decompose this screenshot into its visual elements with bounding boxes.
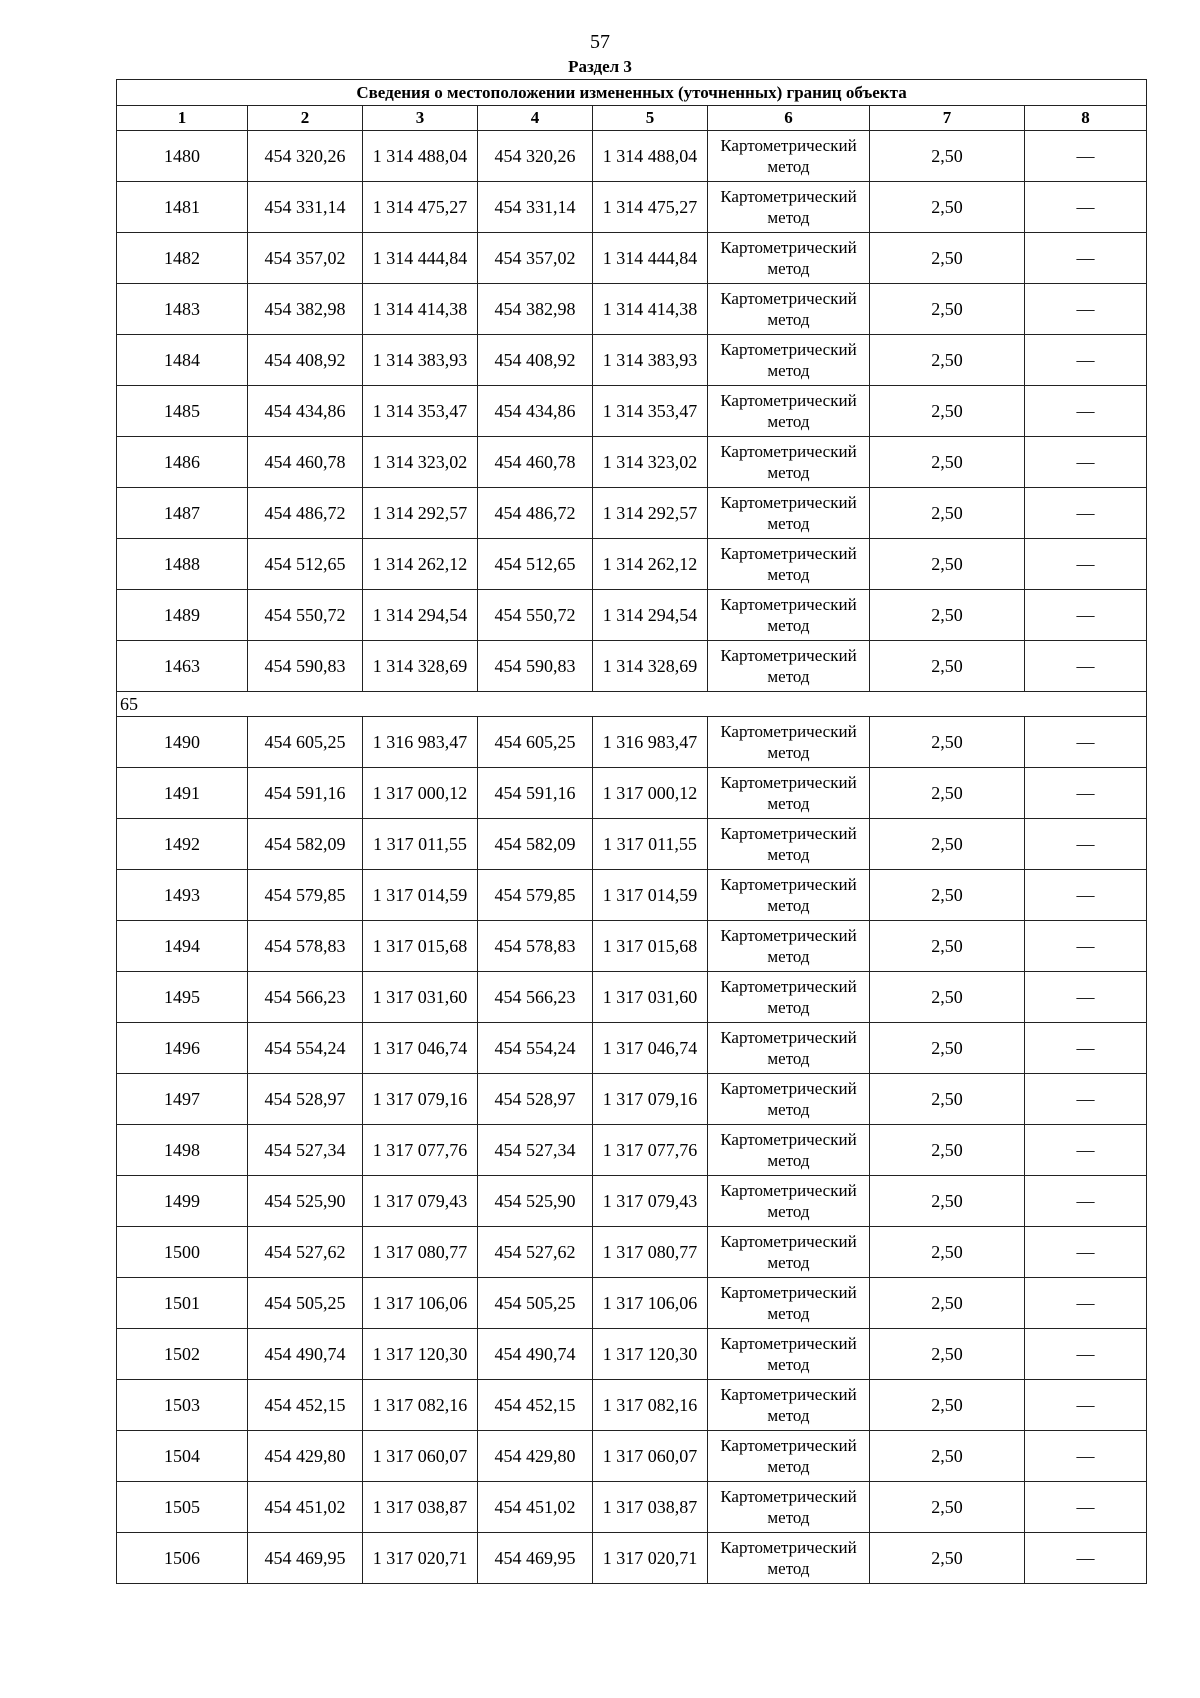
table-row <box>117 768 1147 819</box>
cell-accuracy: 2,50 <box>870 1125 1025 1176</box>
cell-y-new: 1 317 106,06 <box>593 1278 708 1329</box>
cell-x-new: 454 582,09 <box>478 819 593 870</box>
cell-y-new: 1 314 262,12 <box>593 539 708 590</box>
cell-x-existing: 454 512,65 <box>248 539 363 590</box>
cell-y-existing: 1 317 000,12 <box>363 768 478 819</box>
cell-x-new: 454 382,98 <box>478 284 593 335</box>
cell-x-existing: 454 528,97 <box>248 1074 363 1125</box>
cell-x-new: 454 486,72 <box>478 488 593 539</box>
table-row <box>117 1074 1147 1125</box>
cell-x-new: 454 320,26 <box>478 131 593 182</box>
cell-accuracy: 2,50 <box>870 233 1025 284</box>
cell-method: Картометрический метод <box>708 335 870 386</box>
cell-x-existing: 454 434,86 <box>248 386 363 437</box>
cell-note: — <box>1025 1329 1147 1380</box>
cell-x-new: 454 590,83 <box>478 641 593 692</box>
cell-accuracy: 2,50 <box>870 1431 1025 1482</box>
cell-note: — <box>1025 131 1147 182</box>
cell-point-number: 1503 <box>117 1380 248 1431</box>
cell-point-number: 1463 <box>117 641 248 692</box>
cell-accuracy: 2,50 <box>870 1380 1025 1431</box>
cell-x-new: 454 357,02 <box>478 233 593 284</box>
cell-note: — <box>1025 1482 1147 1533</box>
cell-x-existing: 454 486,72 <box>248 488 363 539</box>
cell-x-new: 454 579,85 <box>478 870 593 921</box>
cell-point-number: 1498 <box>117 1125 248 1176</box>
table-row <box>117 488 1147 539</box>
cell-y-existing: 1 317 060,07 <box>363 1431 478 1482</box>
cell-y-existing: 1 317 014,59 <box>363 870 478 921</box>
cell-method: Картометрический метод <box>708 1176 870 1227</box>
cell-method: Картометрический метод <box>708 921 870 972</box>
cell-x-existing: 454 566,23 <box>248 972 363 1023</box>
cell-accuracy: 2,50 <box>870 1176 1025 1227</box>
column-number-row <box>117 106 1147 131</box>
table-row <box>117 1125 1147 1176</box>
cell-x-new: 454 490,74 <box>478 1329 593 1380</box>
cell-x-existing: 454 578,83 <box>248 921 363 972</box>
page-number: 57 <box>590 31 610 53</box>
cell-point-number: 1495 <box>117 972 248 1023</box>
table-row <box>117 1278 1147 1329</box>
cell-y-existing: 1 314 323,02 <box>363 437 478 488</box>
cell-method: Картометрический метод <box>708 1023 870 1074</box>
cell-x-existing: 454 429,80 <box>248 1431 363 1482</box>
cell-y-existing: 1 317 046,74 <box>363 1023 478 1074</box>
cell-y-new: 1 317 082,16 <box>593 1380 708 1431</box>
cell-accuracy: 2,50 <box>870 131 1025 182</box>
table-row <box>117 1176 1147 1227</box>
cell-y-new: 1 314 444,84 <box>593 233 708 284</box>
cell-x-new: 454 408,92 <box>478 335 593 386</box>
cell-note: — <box>1025 1074 1147 1125</box>
column-number-3: 3 <box>363 106 478 131</box>
cell-method: Картометрический метод <box>708 1380 870 1431</box>
cell-y-existing: 1 316 983,47 <box>363 717 478 768</box>
cell-y-existing: 1 317 106,06 <box>363 1278 478 1329</box>
cell-x-existing: 454 554,24 <box>248 1023 363 1074</box>
cell-y-existing: 1 317 038,87 <box>363 1482 478 1533</box>
table-row <box>117 641 1147 692</box>
cell-accuracy: 2,50 <box>870 1074 1025 1125</box>
cell-x-existing: 454 331,14 <box>248 182 363 233</box>
table-row <box>117 1380 1147 1431</box>
cell-accuracy: 2,50 <box>870 437 1025 488</box>
cell-accuracy: 2,50 <box>870 819 1025 870</box>
cell-x-existing: 454 452,15 <box>248 1380 363 1431</box>
cell-y-new: 1 314 328,69 <box>593 641 708 692</box>
column-number-6: 6 <box>708 106 870 131</box>
cell-y-new: 1 314 488,04 <box>593 131 708 182</box>
table-row <box>117 1533 1147 1584</box>
cell-note: — <box>1025 768 1147 819</box>
cell-method: Картометрический метод <box>708 590 870 641</box>
cell-point-number: 1490 <box>117 717 248 768</box>
cell-note: — <box>1025 386 1147 437</box>
cell-x-existing: 454 451,02 <box>248 1482 363 1533</box>
cell-x-existing: 454 357,02 <box>248 233 363 284</box>
cell-method: Картометрический метод <box>708 819 870 870</box>
cell-method: Картометрический метод <box>708 1074 870 1125</box>
cell-x-existing: 454 469,95 <box>248 1533 363 1584</box>
table-row <box>117 1431 1147 1482</box>
cell-x-existing: 454 527,62 <box>248 1227 363 1278</box>
cell-point-number: 1483 <box>117 284 248 335</box>
cell-y-new: 1 314 323,02 <box>593 437 708 488</box>
cell-accuracy: 2,50 <box>870 590 1025 641</box>
cell-point-number: 1494 <box>117 921 248 972</box>
cell-y-new: 1 317 038,87 <box>593 1482 708 1533</box>
cell-x-existing: 454 605,25 <box>248 717 363 768</box>
cell-note: — <box>1025 539 1147 590</box>
cell-note: — <box>1025 1380 1147 1431</box>
cell-y-new: 1 317 046,74 <box>593 1023 708 1074</box>
cell-point-number: 1484 <box>117 335 248 386</box>
cell-x-new: 454 578,83 <box>478 921 593 972</box>
cell-x-new: 454 505,25 <box>478 1278 593 1329</box>
table-row <box>117 717 1147 768</box>
cell-method: Картометрический метод <box>708 182 870 233</box>
cell-accuracy: 2,50 <box>870 921 1025 972</box>
cell-point-number: 1500 <box>117 1227 248 1278</box>
cell-y-new: 1 317 011,55 <box>593 819 708 870</box>
table-row <box>117 386 1147 437</box>
table-row <box>117 1482 1147 1533</box>
table-row <box>117 539 1147 590</box>
cell-x-existing: 454 525,90 <box>248 1176 363 1227</box>
cell-y-existing: 1 317 120,30 <box>363 1329 478 1380</box>
cell-x-existing: 454 408,92 <box>248 335 363 386</box>
cell-point-number: 1488 <box>117 539 248 590</box>
cell-y-existing: 1 317 077,76 <box>363 1125 478 1176</box>
cell-x-existing: 454 382,98 <box>248 284 363 335</box>
cell-y-new: 1 317 079,16 <box>593 1074 708 1125</box>
cell-method: Картометрический метод <box>708 488 870 539</box>
cell-method: Картометрический метод <box>708 131 870 182</box>
table-caption: Сведения о местоположении измененных (уточненных) границ объекта <box>117 80 1147 106</box>
cell-method: Картометрический метод <box>708 437 870 488</box>
boundary-coordinates-table <box>116 79 1147 1584</box>
table-row <box>117 131 1147 182</box>
cell-point-number: 1485 <box>117 386 248 437</box>
cell-y-existing: 1 317 031,60 <box>363 972 478 1023</box>
cell-point-number: 1486 <box>117 437 248 488</box>
cell-accuracy: 2,50 <box>870 386 1025 437</box>
cell-point-number: 1492 <box>117 819 248 870</box>
cell-x-new: 454 469,95 <box>478 1533 593 1584</box>
table-row <box>117 1227 1147 1278</box>
cell-x-new: 454 434,86 <box>478 386 593 437</box>
cell-note: — <box>1025 641 1147 692</box>
cell-note: — <box>1025 870 1147 921</box>
cell-accuracy: 2,50 <box>870 1023 1025 1074</box>
cell-y-new: 1 317 000,12 <box>593 768 708 819</box>
cell-accuracy: 2,50 <box>870 335 1025 386</box>
table-row <box>117 972 1147 1023</box>
cell-y-existing: 1 317 020,71 <box>363 1533 478 1584</box>
cell-accuracy: 2,50 <box>870 717 1025 768</box>
cell-y-new: 1 314 383,93 <box>593 335 708 386</box>
cell-x-new: 454 452,15 <box>478 1380 593 1431</box>
cell-y-existing: 1 317 079,43 <box>363 1176 478 1227</box>
group-row <box>117 692 1147 717</box>
section-title: Раздел 3 <box>568 57 632 76</box>
table-row <box>117 437 1147 488</box>
cell-note: — <box>1025 1125 1147 1176</box>
cell-point-number: 1506 <box>117 1533 248 1584</box>
cell-accuracy: 2,50 <box>870 1227 1025 1278</box>
cell-method: Картометрический метод <box>708 1329 870 1380</box>
column-number-7: 7 <box>870 106 1025 131</box>
cell-x-new: 454 451,02 <box>478 1482 593 1533</box>
cell-y-existing: 1 314 262,12 <box>363 539 478 590</box>
cell-x-existing: 454 505,25 <box>248 1278 363 1329</box>
cell-x-new: 454 331,14 <box>478 182 593 233</box>
cell-x-new: 454 460,78 <box>478 437 593 488</box>
cell-x-new: 454 525,90 <box>478 1176 593 1227</box>
cell-x-existing: 454 591,16 <box>248 768 363 819</box>
cell-accuracy: 2,50 <box>870 1278 1025 1329</box>
cell-y-new: 1 317 031,60 <box>593 972 708 1023</box>
cell-y-new: 1 314 292,57 <box>593 488 708 539</box>
cell-point-number: 1497 <box>117 1074 248 1125</box>
cell-method: Картометрический метод <box>708 1227 870 1278</box>
cell-x-new: 454 528,97 <box>478 1074 593 1125</box>
cell-note: — <box>1025 819 1147 870</box>
cell-y-new: 1 317 077,76 <box>593 1125 708 1176</box>
cell-note: — <box>1025 921 1147 972</box>
cell-y-existing: 1 314 444,84 <box>363 233 478 284</box>
cell-x-new: 454 527,62 <box>478 1227 593 1278</box>
cell-y-new: 1 314 414,38 <box>593 284 708 335</box>
cell-x-new: 454 554,24 <box>478 1023 593 1074</box>
cell-point-number: 1502 <box>117 1329 248 1380</box>
cell-x-existing: 454 590,83 <box>248 641 363 692</box>
cell-x-new: 454 591,16 <box>478 768 593 819</box>
cell-accuracy: 2,50 <box>870 539 1025 590</box>
cell-x-existing: 454 320,26 <box>248 131 363 182</box>
cell-x-new: 454 512,65 <box>478 539 593 590</box>
cell-y-existing: 1 314 488,04 <box>363 131 478 182</box>
cell-method: Картометрический метод <box>708 233 870 284</box>
cell-method: Картометрический метод <box>708 768 870 819</box>
cell-x-existing: 454 579,85 <box>248 870 363 921</box>
cell-accuracy: 2,50 <box>870 972 1025 1023</box>
cell-method: Картометрический метод <box>708 641 870 692</box>
cell-y-new: 1 317 015,68 <box>593 921 708 972</box>
cell-x-existing: 454 527,34 <box>248 1125 363 1176</box>
cell-y-new: 1 317 080,77 <box>593 1227 708 1278</box>
cell-y-existing: 1 314 475,27 <box>363 182 478 233</box>
cell-y-new: 1 317 020,71 <box>593 1533 708 1584</box>
table-row <box>117 284 1147 335</box>
cell-accuracy: 2,50 <box>870 284 1025 335</box>
cell-y-existing: 1 317 082,16 <box>363 1380 478 1431</box>
cell-accuracy: 2,50 <box>870 1533 1025 1584</box>
cell-accuracy: 2,50 <box>870 768 1025 819</box>
cell-y-new: 1 317 014,59 <box>593 870 708 921</box>
cell-note: — <box>1025 233 1147 284</box>
cell-y-existing: 1 317 080,77 <box>363 1227 478 1278</box>
column-number-2: 2 <box>248 106 363 131</box>
cell-y-new: 1 314 475,27 <box>593 182 708 233</box>
cell-method: Картометрический метод <box>708 1533 870 1584</box>
cell-note: — <box>1025 1278 1147 1329</box>
cell-point-number: 1487 <box>117 488 248 539</box>
cell-x-existing: 454 550,72 <box>248 590 363 641</box>
cell-y-new: 1 317 079,43 <box>593 1176 708 1227</box>
table-row <box>117 1023 1147 1074</box>
cell-y-new: 1 314 353,47 <box>593 386 708 437</box>
cell-method: Картометрический метод <box>708 717 870 768</box>
table-row <box>117 870 1147 921</box>
cell-method: Картометрический метод <box>708 1482 870 1533</box>
cell-x-new: 454 527,34 <box>478 1125 593 1176</box>
cell-point-number: 1491 <box>117 768 248 819</box>
cell-note: — <box>1025 182 1147 233</box>
cell-accuracy: 2,50 <box>870 870 1025 921</box>
cell-y-existing: 1 314 328,69 <box>363 641 478 692</box>
group-label: 65 <box>117 692 1147 717</box>
cell-accuracy: 2,50 <box>870 1482 1025 1533</box>
cell-note: — <box>1025 335 1147 386</box>
table-row <box>117 182 1147 233</box>
cell-y-existing: 1 314 383,93 <box>363 335 478 386</box>
cell-y-existing: 1 314 353,47 <box>363 386 478 437</box>
cell-method: Картометрический метод <box>708 1125 870 1176</box>
cell-note: — <box>1025 717 1147 768</box>
column-number-4: 4 <box>478 106 593 131</box>
cell-method: Картометрический метод <box>708 972 870 1023</box>
cell-point-number: 1481 <box>117 182 248 233</box>
cell-y-existing: 1 314 292,57 <box>363 488 478 539</box>
cell-point-number: 1493 <box>117 870 248 921</box>
table-body <box>117 80 1147 1584</box>
table-row <box>117 921 1147 972</box>
cell-accuracy: 2,50 <box>870 182 1025 233</box>
cell-x-existing: 454 490,74 <box>248 1329 363 1380</box>
cell-point-number: 1504 <box>117 1431 248 1482</box>
table-row <box>117 1329 1147 1380</box>
column-number-5: 5 <box>593 106 708 131</box>
cell-note: — <box>1025 284 1147 335</box>
cell-method: Картометрический метод <box>708 386 870 437</box>
cell-point-number: 1501 <box>117 1278 248 1329</box>
cell-method: Картометрический метод <box>708 870 870 921</box>
cell-note: — <box>1025 437 1147 488</box>
cell-point-number: 1489 <box>117 590 248 641</box>
cell-y-new: 1 317 120,30 <box>593 1329 708 1380</box>
cell-point-number: 1496 <box>117 1023 248 1074</box>
cell-x-existing: 454 582,09 <box>248 819 363 870</box>
cell-y-existing: 1 314 414,38 <box>363 284 478 335</box>
cell-y-new: 1 316 983,47 <box>593 717 708 768</box>
cell-x-new: 454 605,25 <box>478 717 593 768</box>
cell-x-new: 454 566,23 <box>478 972 593 1023</box>
cell-point-number: 1505 <box>117 1482 248 1533</box>
cell-method: Картометрический метод <box>708 1278 870 1329</box>
cell-note: — <box>1025 1023 1147 1074</box>
cell-point-number: 1480 <box>117 131 248 182</box>
cell-note: — <box>1025 488 1147 539</box>
cell-note: — <box>1025 1533 1147 1584</box>
cell-point-number: 1482 <box>117 233 248 284</box>
cell-method: Картометрический метод <box>708 1431 870 1482</box>
cell-y-existing: 1 317 079,16 <box>363 1074 478 1125</box>
cell-method: Картометрический метод <box>708 539 870 590</box>
cell-y-existing: 1 317 015,68 <box>363 921 478 972</box>
cell-note: — <box>1025 1431 1147 1482</box>
cell-y-new: 1 317 060,07 <box>593 1431 708 1482</box>
cell-x-new: 454 550,72 <box>478 590 593 641</box>
column-number-1: 1 <box>117 106 248 131</box>
table-row <box>117 335 1147 386</box>
cell-y-existing: 1 317 011,55 <box>363 819 478 870</box>
table-caption-row <box>117 80 1147 106</box>
table-row <box>117 819 1147 870</box>
cell-y-existing: 1 314 294,54 <box>363 590 478 641</box>
cell-accuracy: 2,50 <box>870 641 1025 692</box>
cell-note: — <box>1025 1176 1147 1227</box>
cell-accuracy: 2,50 <box>870 488 1025 539</box>
table-row <box>117 590 1147 641</box>
cell-y-new: 1 314 294,54 <box>593 590 708 641</box>
cell-x-new: 454 429,80 <box>478 1431 593 1482</box>
cell-note: — <box>1025 590 1147 641</box>
cell-note: — <box>1025 1227 1147 1278</box>
cell-point-number: 1499 <box>117 1176 248 1227</box>
cell-accuracy: 2,50 <box>870 1329 1025 1380</box>
cell-note: — <box>1025 972 1147 1023</box>
cell-method: Картометрический метод <box>708 284 870 335</box>
column-number-8: 8 <box>1025 106 1147 131</box>
cell-x-existing: 454 460,78 <box>248 437 363 488</box>
table-row <box>117 233 1147 284</box>
